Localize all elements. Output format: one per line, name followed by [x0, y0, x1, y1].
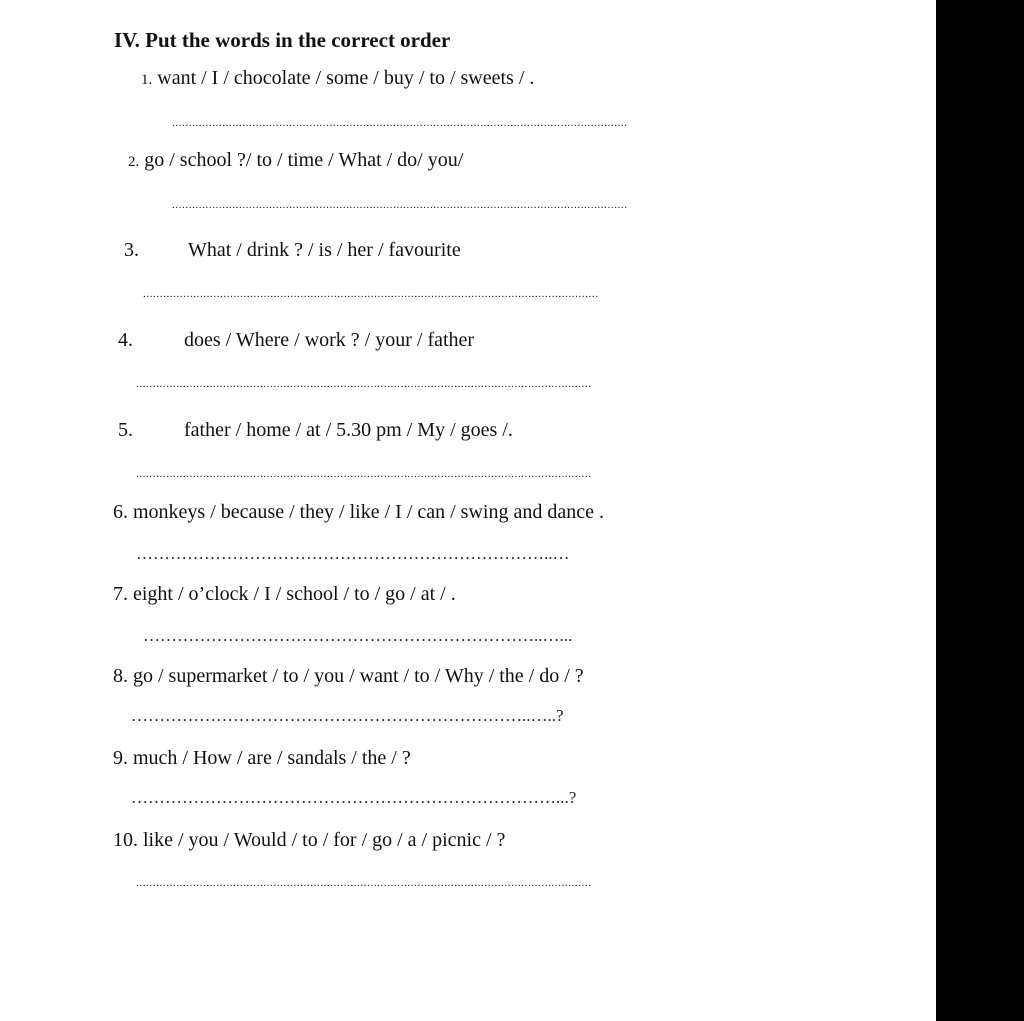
question-1	[141, 66, 534, 92]
answer-line-5[interactable]: ........................................................................................................................................	[136, 468, 592, 480]
answer-line-6[interactable]: ………………………………………………………………..…	[136, 544, 570, 563]
answer-line-3[interactable]: ........................................................................................................................................	[143, 288, 599, 300]
question-number: 8.	[113, 665, 128, 687]
question-words: monkeys / because / they / like / I / can / swing and dance .	[133, 501, 604, 523]
question-number: 9.	[113, 747, 128, 769]
question-5	[118, 418, 513, 442]
answer-line-10[interactable]: ........................................................................................................................................	[136, 877, 592, 889]
question-number: 4.	[118, 329, 133, 351]
answer-line-4[interactable]: ........................................................................................................................................	[136, 378, 592, 390]
answer-line-9[interactable]: …………………………………………………………………...?	[131, 788, 577, 807]
question-words: father / home / at / 5.30 pm / My / goes /.	[184, 419, 513, 441]
answer-line-2[interactable]: ........................................................................................................................................	[172, 199, 628, 211]
question-8	[113, 664, 584, 688]
question-number: 10.	[113, 829, 138, 851]
question-4	[118, 328, 474, 352]
answer-line-1[interactable]: ........................................................................................................................................	[172, 117, 628, 129]
question-number: 1.	[141, 72, 153, 88]
question-words: like / you / Would / to / for / go / a / picnic / ?	[143, 829, 506, 851]
question-number: 5.	[118, 419, 133, 441]
black-side-border	[936, 0, 1024, 1021]
question-7	[113, 582, 456, 606]
question-6	[113, 500, 604, 524]
question-10	[113, 828, 505, 852]
question-words: want / I / chocolate / some / buy / to / sweets / .	[157, 67, 535, 89]
answer-line-8[interactable]: ……………………………………………………………..…..?	[131, 706, 564, 725]
question-words: go / school ?/ to / time / What / do/ you/	[144, 149, 464, 171]
question-words: much / How / are / sandals / the / ?	[133, 747, 411, 769]
question-words: does / Where / work ? / your / father	[184, 329, 475, 351]
answer-line-7[interactable]: ……………………………………………………………..…...	[143, 626, 573, 645]
section-heading: IV. Put the words in the correct order	[114, 28, 451, 52]
question-3	[124, 238, 461, 262]
question-words: eight / o’clock / I / school / to / go / at / .	[133, 583, 456, 605]
question-number: 3.	[124, 239, 139, 261]
question-words: go / supermarket / to / you / want / to / Why / the / do / ?	[133, 665, 584, 687]
question-9	[113, 746, 411, 770]
question-words: What / drink ? / is / her / favourite	[188, 239, 461, 261]
question-number: 2.	[128, 154, 140, 170]
question-number: 6.	[113, 501, 128, 523]
question-number: 7.	[113, 583, 128, 605]
question-2	[128, 148, 463, 174]
